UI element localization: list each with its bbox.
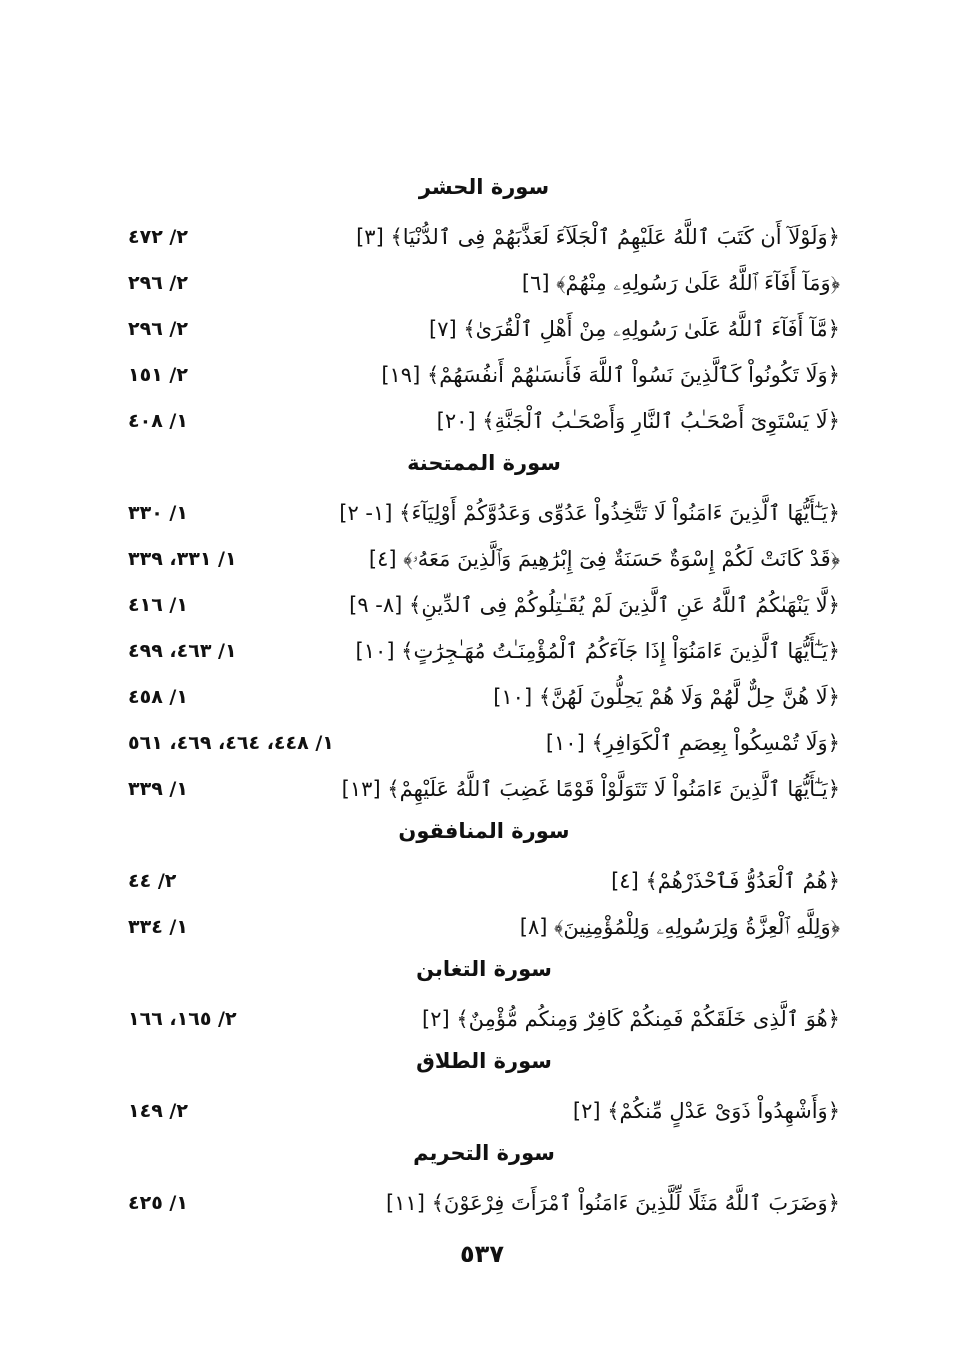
page-reference: ١/ ٣٣٠: [128, 502, 188, 524]
verse-text: ﴿وَمَآ أَفَآءَ ٱللَّهُ عَلَىٰ رَسُولِهِۦ مِنْهُمْ﴾ [٦]: [521, 271, 840, 295]
section-heading: [128, 444, 840, 490]
index-entry: [128, 766, 840, 812]
verse-text: ﴿وَلَا تُمْسِكُواْ بِعِصَمِ ٱلْكَوَافِرِ﴾ [١٠]: [545, 731, 840, 755]
index-entry: [128, 1088, 840, 1134]
page-reference: ٢/ ١٥١: [128, 364, 188, 386]
index-entry: [128, 1180, 840, 1226]
verse-text: ﴿يَـٰٓأَيُّهَا ٱلَّذِينَ ءَامَنُوٓاْ إِذَا جَآءَكُمُ ٱلْمُؤْمِنَـٰتُ مُهَـٰجِرَٰتٍ﴾ [١٠]: [355, 639, 840, 663]
verse-text: ﴿وَلَا تَكُونُواْ كَٱلَّذِينَ نَسُواْ ٱللَّهَ فَأَنسَىٰهُمْ أَنفُسَهُمْ﴾ [١٩]: [381, 363, 840, 387]
index-entry: [128, 536, 840, 582]
section-title: سورة المنافقون: [398, 819, 570, 843]
verse-text: ﴿يَـٰٓأَيُّهَا ٱلَّذِينَ ءَامَنُواْ لَا تَتَوَلَّوْاْ قَوْمًا غَضِبَ ٱللَّهُ عَلَيْهِمْ﴾ [١٣]: [341, 777, 840, 801]
page-number: ٥٣٧: [460, 1240, 504, 1268]
section-heading: [128, 812, 840, 858]
page-reference: ٢/ ١٤٩: [128, 1100, 188, 1122]
section-title: سورة الطلاق: [416, 1049, 552, 1073]
section-title: سورة الممتحنة: [407, 451, 561, 475]
index-entry: [128, 582, 840, 628]
page-reference: ١/ ٤٤٨، ٤٦٤، ٤٦٩، ٥٦١: [128, 732, 334, 754]
page-reference: ١/ ٤٦٣، ٤٩٩: [128, 640, 237, 662]
index-entry: [128, 214, 840, 260]
verse-text: ﴿قَدْ كَانَتْ لَكُمْ إِسْوَةٌ حَسَنَةٌ فِىٓ إِبْرَٰهِيمَ وَٱلَّذِينَ مَعَهُۥ﴾ [٤]: [368, 547, 840, 571]
index-entry: [128, 260, 840, 306]
verse-text: ﴿وَضَرَبَ ٱللَّهُ مَثَلًا لِّلَّذِينَ ءَامَنُواْ ٱمْرَأَتَ فِرْعَوْنَ﴾ [١١]: [385, 1191, 840, 1215]
verse-text: ﴿يَـٰٓأَيُّهَا ٱلَّذِينَ ءَامَنُواْ لَا تَتَّخِذُواْ عَدُوِّى وَعَدُوَّكُمْ أَوْلِيَآءَ﴾ [١- ٢]: [339, 501, 840, 525]
page-reference: ٢/ ٤٧٢: [128, 226, 188, 248]
page-reference: ١/ ٣٣٤: [128, 916, 188, 938]
verse-index: [128, 168, 840, 1226]
index-entry: [128, 490, 840, 536]
page-reference: ١/ ٤٢٥: [128, 1192, 188, 1214]
section-heading: [128, 950, 840, 996]
verse-text: ﴿لَّا يَنْهَىٰكُمُ ٱللَّهُ عَنِ ٱلَّذِينَ لَمْ يُقَـٰتِلُوكُمْ فِى ٱلدِّينِ﴾ [٨- ٩]: [349, 593, 840, 617]
page-reference: ١/ ٣٣١، ٣٣٩: [128, 548, 237, 570]
index-entry: [128, 996, 840, 1042]
verse-text: ﴿هُوَ ٱلَّذِى خَلَقَكُمْ فَمِنكُمْ كَافِرٌ وَمِنكُم مُّؤْمِنٌ﴾ [٢]: [422, 1007, 840, 1031]
page-reference: ١/ ٤٥٨: [128, 686, 188, 708]
section-title: سورة التغابن: [416, 957, 552, 981]
index-entry: [128, 398, 840, 444]
index-entry: [128, 674, 840, 720]
section-title: سورة التحريم: [413, 1141, 555, 1165]
index-entry: [128, 904, 840, 950]
page-reference: ٢/ ٤٤: [128, 870, 177, 892]
verse-text: ﴿لَا يَسْتَوِىٓ أَصْحَـٰبُ ٱلنَّارِ وَأَصْحَـٰبُ ٱلْجَنَّةِ﴾ [٢٠]: [436, 409, 840, 433]
verse-text: ﴿لَا هُنَّ حِلٌّ لَّهُمْ وَلَا هُمْ يَحِلُّونَ لَهُنَّ﴾ [١٠]: [493, 685, 840, 709]
verse-text: ﴿مَّآ أَفَآءَ ٱللَّهُ عَلَىٰ رَسُولِهِۦ مِنْ أَهْلِ ٱلْقُرَىٰ﴾ [٧]: [428, 317, 840, 341]
page-reference: ٢/ ١٦٥، ١٦٦: [128, 1008, 237, 1030]
section-heading: [128, 1134, 840, 1180]
page-reference: ٢/ ٢٩٦: [128, 318, 188, 340]
page-reference: ١/ ٤١٦: [128, 594, 188, 616]
section-title: سورة الحشر: [418, 175, 550, 199]
page-reference: ١/ ٣٣٩: [128, 778, 188, 800]
verse-text: ﴿وَلَوْلَآ أَن كَتَبَ ٱللَّهُ عَلَيْهِمُ ٱلْجَلَآءَ لَعَذَّبَهُمْ فِى ٱلدُّنْيَا﴾ [٣]: [356, 225, 840, 249]
section-heading: [128, 168, 840, 214]
verse-text: ﴿وَأَشْهِدُواْ ذَوَىْ عَدْلٍ مِّنكُمْ﴾ [٢]: [572, 1099, 840, 1123]
index-entry: [128, 352, 840, 398]
index-entry: [128, 720, 840, 766]
page-reference: ٢/ ٢٩٦: [128, 272, 188, 294]
index-entry: [128, 628, 840, 674]
index-entry: [128, 858, 840, 904]
verse-text: ﴿هُمُ ٱلْعَدُوُّ فَٱحْذَرْهُمْ﴾ [٤]: [611, 869, 840, 893]
section-heading: [128, 1042, 840, 1088]
index-entry: [128, 306, 840, 352]
verse-text: ﴿وَلِلَّهِ ٱلْعِزَّةُ وَلِرَسُولِهِۦ وَلِلْمُؤْمِنِينَ﴾ [٨]: [519, 915, 840, 939]
page-reference: ١/ ٤٠٨: [128, 410, 188, 432]
